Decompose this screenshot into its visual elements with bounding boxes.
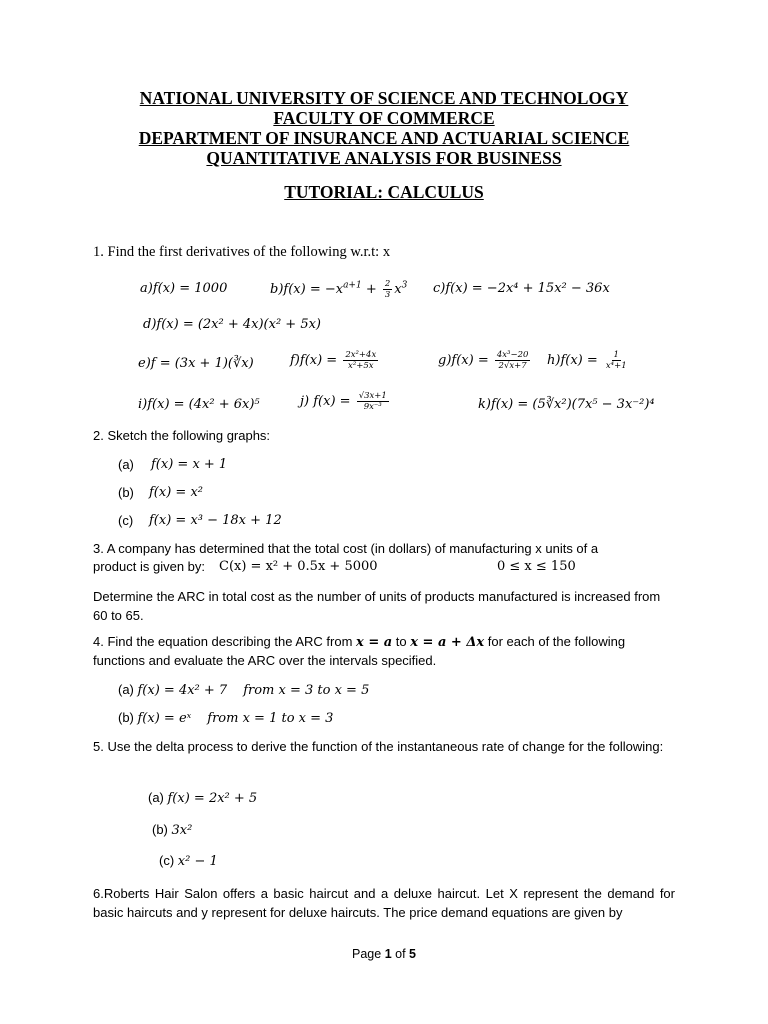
q6-text: 6.Roberts Hair Salon offers a basic haircut and a deluxe haircut. Let X represent the demand for basic haircuts and y represent for deluxe haircuts. The price demand equations are given by <box>93 886 675 920</box>
q1-b-denominator: 3 <box>384 290 391 300</box>
q3-line2: product is given by: <box>93 559 206 574</box>
q1-g-denominator: 2√x+7 <box>498 361 527 371</box>
page-total: 5 <box>409 947 416 961</box>
q1-g-numerator: 4x³−20 <box>496 350 529 360</box>
q1-e: e)f = (3x + 1)(∛x) <box>138 356 254 371</box>
q1-j-fraction <box>357 391 389 412</box>
q2-b: f(x) = x² <box>149 485 203 500</box>
q1-b-x: x <box>394 282 402 297</box>
q1-stem: 1. Find the first derivatives of the following w.r.t: x <box>93 244 391 260</box>
q3-task: Determine the ARC in total cost as the number of units of products manufactured is increased from 60 to 65. <box>93 589 661 623</box>
q1-f <box>290 350 380 371</box>
q1-b-lhs: b)f(x) = −x <box>270 282 344 297</box>
q5-c <box>159 852 218 870</box>
q1-b-fraction <box>383 279 392 300</box>
q5-a <box>148 789 257 807</box>
faculty-name: FACULTY OF COMMERCE <box>273 108 495 128</box>
q1-h <box>547 350 631 371</box>
q1-a: a)f(x) = 1000 <box>140 281 228 296</box>
q4-a <box>118 681 369 699</box>
q2-a: f(x) = x + 1 <box>151 457 228 472</box>
q4-line2: functions and evaluate the ARC over the intervals specified. <box>93 653 437 668</box>
q5-text: 5. Use the delta process to derive the function of the instantaneous rate of change for the following: <box>93 739 664 754</box>
page-title: TUTORIAL: CALCULUS <box>284 182 484 202</box>
q5-a-label: (a) <box>148 790 168 805</box>
q4-a-range: from x = 3 to x = 5 <box>243 683 370 698</box>
q2-c-label: (c) <box>118 513 134 528</box>
q4-x-equals-a-plus-dx: x = a + Δx <box>410 635 485 650</box>
q5-c-label: (c) <box>159 853 178 868</box>
q3-line1: 3. A company has determined that the total cost (in dollars) of manufacturing x units of a <box>93 541 599 556</box>
q5-c-function: x² − 1 <box>177 854 218 869</box>
page-number <box>0 947 768 961</box>
q2-b-label: (b) <box>118 485 134 500</box>
q5-b-label: (b) <box>152 822 172 837</box>
page-of: of <box>391 947 410 961</box>
q4-b-function: f(x) = eˣ <box>137 711 192 726</box>
q1-j-denominator: 9x⁻³ <box>363 402 382 412</box>
q5-a-function: f(x) = 2x² + 5 <box>167 791 258 806</box>
page-prefix: Page <box>352 947 385 961</box>
q5-b <box>152 821 192 839</box>
q2-a-label: (a) <box>118 457 134 472</box>
q3-cost-function: C(x) = x² + 0.5x + 5000 <box>219 559 378 574</box>
q1-b-exponent-2: 3 <box>401 280 408 291</box>
q1-g-fraction <box>495 350 531 371</box>
q1-b-plus: + <box>361 282 381 297</box>
q1-f-numerator: 2x²+4x <box>345 350 377 360</box>
q5-b-function: 3x² <box>171 823 193 838</box>
q4-to: to <box>392 634 411 649</box>
q4-b-range: from x = 1 to x = 3 <box>207 711 334 726</box>
university-name: NATIONAL UNIVERSITY OF SCIENCE AND TECHNOLOGY <box>139 88 629 108</box>
q1-f-lhs: f)f(x) = <box>290 353 342 368</box>
page-current: 1 <box>384 947 392 961</box>
q4-line1-b: for each of the following <box>484 634 626 649</box>
q1-h-denominator: x⁴+1 <box>605 361 627 371</box>
q1-k: k)f(x) = (5∛x²)(7x⁵ − 3x⁻²)⁴ <box>478 397 655 412</box>
q4-line1-a: 4. Find the equation describing the ARC from <box>93 634 357 649</box>
q2-stem: 2. Sketch the following graphs: <box>93 428 271 443</box>
q1-b <box>270 279 407 300</box>
q1-i: i)f(x) = (4x² + 6x)⁵ <box>138 397 260 412</box>
q1-b-exponent: a+1 <box>343 280 362 291</box>
q1-f-denominator: x²+5x <box>348 361 374 371</box>
q4-b-label: (b) <box>118 710 138 725</box>
q2-c: f(x) = x³ − 18x + 12 <box>149 513 282 528</box>
q4-b <box>118 709 333 727</box>
q1-j-lhs: j) f(x) = <box>300 394 355 409</box>
q1-f-fraction <box>343 350 378 371</box>
course-name: QUANTITATIVE ANALYSIS FOR BUSINESS <box>206 148 562 168</box>
q1-j <box>300 391 391 412</box>
q4-a-function: f(x) = 4x² + 7 <box>137 683 228 698</box>
q1-d: d)f(x) = (2x² + 4x)(x² + 5x) <box>143 317 322 332</box>
q1-b-numerator: 2 <box>384 279 391 289</box>
q4-line1 <box>93 634 625 650</box>
q1-g-lhs: g)f(x) = <box>438 353 493 368</box>
q1-h-lhs: h)f(x) = <box>547 353 602 368</box>
q4-x-equals-a: x = a <box>356 635 393 650</box>
q3-domain: 0 ≤ x ≤ 150 <box>497 559 576 574</box>
q1-c: c)f(x) = −2x⁴ + 15x² − 36x <box>433 281 610 296</box>
q1-h-fraction <box>604 350 629 371</box>
q4-a-label: (a) <box>118 682 138 697</box>
q1-j-numerator: √3x+1 <box>358 391 387 401</box>
q1-h-numerator: 1 <box>613 350 619 360</box>
q1-g <box>438 350 532 371</box>
department-name: DEPARTMENT OF INSURANCE AND ACTUARIAL SCIENCE <box>138 128 630 148</box>
